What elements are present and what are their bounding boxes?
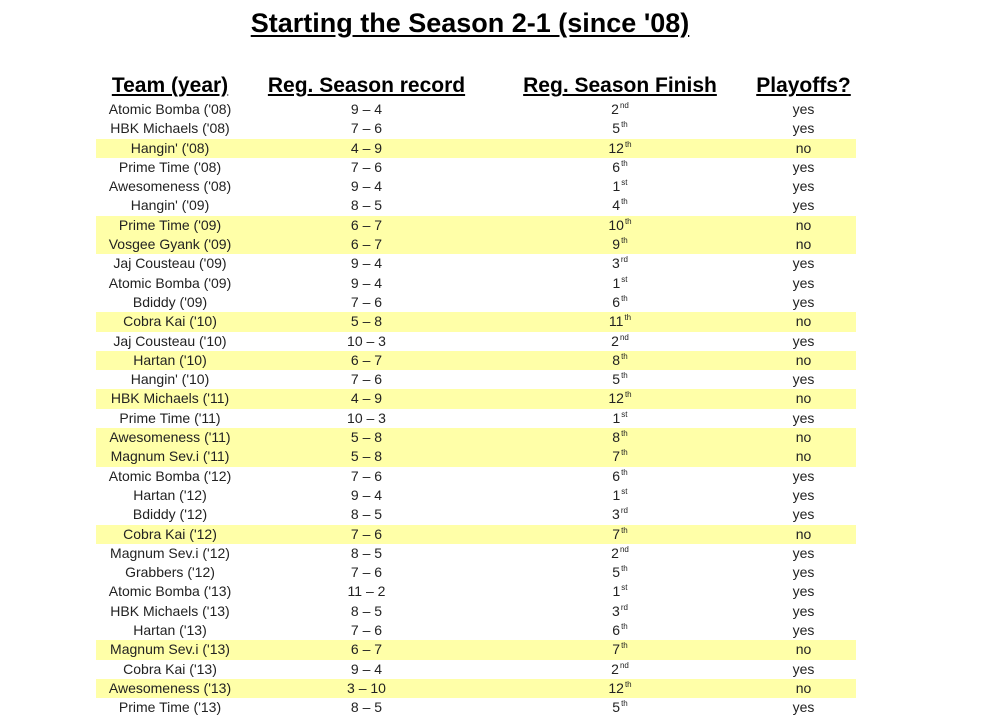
team-cell: HBK Michaels ('13) [110,602,230,619]
playoffs-cell: yes [792,371,815,388]
finish-cell [489,640,751,659]
finish-number: 2 [611,544,619,561]
finish-cell [489,216,751,235]
table-row [96,525,856,544]
finish-suffix: rd [620,506,628,516]
finish-suffix: st [621,583,628,593]
finish-suffix: st [621,409,628,419]
playoffs-cell: yes [792,120,815,137]
playoffs-cell: no [795,448,812,465]
table-row [96,235,856,254]
header-record: Reg. Season record [267,74,466,97]
playoffs-cell: yes [792,178,815,195]
table-row [96,216,856,235]
finish-suffix: th [624,139,632,149]
table-row [96,312,856,331]
header-playoffs: Playoffs? [756,74,851,97]
finish-suffix: rd [620,602,628,612]
table-row [96,582,856,601]
record-cell: 6 – 7 [350,236,383,253]
table-row [96,660,856,679]
table-row [96,119,856,138]
playoffs-cell: no [795,390,812,407]
playoffs-cell: yes [792,486,815,503]
record-cell: 6 – 7 [350,351,383,368]
finish-number: 6 [612,622,621,639]
finish-suffix: th [621,293,628,303]
record-cell: 8 – 5 [350,197,383,214]
finish-suffix: th [621,236,628,246]
team-cell: Atomic Bomba ('12) [108,467,232,484]
finish-suffix: th [624,390,632,400]
finish-suffix: th [621,120,628,130]
finish-suffix: th [624,313,632,323]
finish-cell [489,196,751,215]
finish-number: 6 [612,293,621,310]
record-cell: 5 – 8 [350,429,383,446]
finish-suffix: nd [619,660,629,670]
team-cell: Awesomeness ('11) [109,429,231,446]
team-cell: Jaj Cousteau ('09) [113,255,227,272]
finish-cell [489,698,751,717]
finish-number: 7 [612,448,621,465]
finish-suffix: nd [619,101,629,110]
record-cell: 9 – 4 [350,101,383,117]
finish-number: 5 [612,120,621,137]
playoffs-cell: yes [792,583,815,600]
table-row [96,196,856,215]
team-cell: Hangin' ('10) [130,371,210,388]
team-cell: Atomic Bomba ('09) [108,274,232,291]
finish-suffix: st [621,274,628,284]
table-row [96,447,856,466]
record-cell: 4 – 9 [350,139,383,156]
playoffs-cell: no [795,351,812,368]
table-row [96,679,856,698]
table-header [96,72,856,98]
record-cell: 9 – 4 [350,255,383,272]
finish-suffix: th [621,371,628,381]
playoffs-cell: yes [792,699,815,716]
playoffs-cell: no [795,679,812,696]
table-row [96,332,856,351]
team-cell: Magnum Sev.i ('13) [110,641,230,658]
team-cell: Hartan ('10) [133,351,207,368]
finish-cell [489,274,751,293]
finish-cell [489,428,751,447]
finish-number: 5 [612,699,621,716]
record-cell: 7 – 6 [350,371,383,388]
team-cell: Prime Time ('08) [118,158,222,175]
finish-suffix: st [621,486,628,496]
team-cell: HBK Michaels ('11) [110,390,230,407]
record-cell: 8 – 5 [350,602,383,619]
finish-cell [489,312,751,331]
record-cell: 9 – 4 [350,660,383,677]
finish-number: 1 [612,409,621,426]
finish-suffix: nd [619,332,629,342]
finish-suffix: th [621,197,628,207]
record-cell: 6 – 7 [350,216,383,233]
finish-number: 4 [612,197,621,214]
team-cell: Prime Time ('09) [118,216,222,233]
finish-cell [489,409,751,428]
finish-number: 12 [608,139,624,156]
table-row [96,100,856,119]
table-row [96,563,856,582]
team-cell: Cobra Kai ('12) [123,525,217,542]
finish-cell [489,505,751,524]
record-cell: 7 – 6 [350,622,383,639]
finish-number: 7 [612,641,621,658]
finish-cell [489,332,751,351]
finish-number: 3 [612,506,620,523]
finish-cell [489,351,751,370]
playoffs-cell: yes [792,274,815,291]
playoffs-cell: yes [792,293,815,310]
playoffs-cell: yes [792,564,815,581]
table-row [96,177,856,196]
finish-number: 1 [612,486,621,503]
finish-number: 11 [608,313,624,330]
finish-number: 7 [612,525,621,542]
finish-cell [489,158,751,177]
finish-cell [489,582,751,601]
playoffs-cell: yes [792,158,815,175]
finish-cell [489,370,751,389]
finish-cell [489,602,751,621]
record-cell: 8 – 5 [350,506,383,523]
team-cell: Jaj Cousteau ('10) [113,332,227,349]
team-cell: Hangin' ('09) [130,197,210,214]
finish-number: 5 [612,564,621,581]
finish-cell [489,621,751,640]
finish-suffix: nd [619,544,629,554]
playoffs-cell: no [795,641,812,658]
finish-cell [489,235,751,254]
table-row [96,139,856,158]
team-cell: Prime Time ('13) [118,699,222,716]
record-cell: 9 – 4 [350,274,383,291]
team-cell: Awesomeness ('08) [108,178,232,195]
table-body [96,100,856,718]
finish-number: 10 [608,216,624,233]
finish-number: 9 [612,236,621,253]
playoffs-cell: yes [792,332,815,349]
finish-number: 3 [612,255,620,272]
team-cell: Grabbers ('12) [125,564,215,581]
table-row [96,293,856,312]
record-cell: 7 – 6 [350,467,383,484]
playoffs-cell: no [795,236,812,253]
finish-cell [489,293,751,312]
finish-number: 1 [612,274,621,291]
finish-suffix: th [621,429,628,439]
finish-number: 12 [608,679,624,696]
record-cell: 10 – 3 [347,332,386,349]
record-cell: 7 – 6 [350,564,383,581]
finish-suffix: th [621,158,628,168]
table-row [96,351,856,370]
finish-suffix: th [621,622,628,632]
record-cell: 7 – 6 [350,158,383,175]
record-cell: 11 – 2 [347,583,386,600]
finish-number: 2 [611,101,619,117]
table-row [96,544,856,563]
team-cell: Atomic Bomba ('13) [108,583,232,600]
header-team: Team (year) [111,74,229,97]
finish-cell [489,447,751,466]
playoffs-cell: no [795,139,812,156]
finish-cell [489,254,751,273]
team-cell: Cobra Kai ('13) [123,660,217,677]
team-cell: Bdiddy ('12) [132,506,208,523]
playoffs-cell: no [795,216,812,233]
team-cell: Cobra Kai ('10) [123,313,217,330]
finish-suffix: th [621,351,628,361]
table-row [96,428,856,447]
team-cell: Prime Time ('11) [119,409,221,426]
table-row [96,486,856,505]
table-row [96,640,856,659]
playoffs-cell: no [795,429,812,446]
playoffs-cell: yes [792,255,815,272]
team-cell: Bdiddy ('09) [132,293,208,310]
playoffs-cell: no [795,525,812,542]
header-finish: Reg. Season Finish [523,74,717,97]
finish-number: 6 [612,158,621,175]
finish-number: 8 [612,351,621,368]
team-cell: Hangin' ('08) [130,139,210,156]
record-cell: 8 – 5 [350,699,383,716]
record-cell: 7 – 6 [350,293,383,310]
finish-cell [489,100,751,119]
finish-cell [489,177,751,196]
finish-number: 8 [612,429,621,446]
finish-suffix: th [621,525,628,535]
record-cell: 9 – 4 [350,178,383,195]
team-cell: Magnum Sev.i ('12) [110,544,230,561]
table-row [96,409,856,428]
record-cell: 5 – 8 [350,448,383,465]
playoffs-cell: yes [792,622,815,639]
table-row [96,389,856,408]
finish-suffix: th [621,467,628,477]
finish-cell [489,389,751,408]
record-cell: 9 – 4 [350,486,383,503]
table-row [96,602,856,621]
record-cell: 4 – 9 [350,390,383,407]
finish-number: 1 [612,178,621,195]
playoffs-cell: no [795,313,812,330]
playoffs-cell: yes [792,101,815,117]
record-cell: 10 – 3 [347,409,386,426]
finish-suffix: rd [620,255,628,265]
team-cell: Magnum Sev.i ('11) [110,448,230,465]
team-cell: HBK Michaels ('08) [110,120,230,137]
finish-suffix: th [624,679,632,689]
record-cell: 7 – 6 [350,525,383,542]
finish-suffix: th [621,699,628,709]
table-row [96,467,856,486]
finish-cell [489,139,751,158]
table-row [96,254,856,273]
team-cell: Vosgee Gyank ('09) [108,236,232,253]
table-row [96,158,856,177]
finish-number: 2 [611,660,619,677]
finish-cell [489,563,751,582]
finish-number: 5 [612,371,621,388]
playoffs-cell: yes [792,602,815,619]
finish-number: 2 [611,332,619,349]
playoffs-cell: yes [792,506,815,523]
finish-cell [489,525,751,544]
table-row [96,274,856,293]
finish-number: 6 [612,467,621,484]
page-title: Starting the Season 2-1 (since '08) [250,8,690,38]
finish-cell [489,679,751,698]
team-cell: Atomic Bomba ('08) [108,101,232,117]
playoffs-cell: yes [792,544,815,561]
record-cell: 6 – 7 [350,641,383,658]
table-row [96,505,856,524]
finish-cell [489,467,751,486]
team-cell: Hartan ('12) [133,486,207,503]
team-cell: Hartan ('13) [133,622,207,639]
finish-suffix: th [621,564,628,574]
table-row [96,621,856,640]
finish-number: 1 [612,583,621,600]
record-cell: 7 – 6 [350,120,383,137]
finish-suffix: th [624,216,632,226]
team-cell: Awesomeness ('13) [108,679,232,696]
record-cell: 5 – 8 [350,313,383,330]
finish-cell [489,660,751,679]
finish-cell [489,544,751,563]
season-table [96,72,856,718]
playoffs-cell: yes [792,409,815,426]
finish-suffix: th [621,641,628,651]
playoffs-cell: yes [792,467,815,484]
table-row [96,370,856,389]
finish-number: 3 [612,602,620,619]
finish-number: 12 [608,390,624,407]
record-cell: 8 – 5 [350,544,383,561]
playoffs-cell: yes [792,660,815,677]
finish-suffix: th [621,448,628,458]
playoffs-cell: yes [792,197,815,214]
finish-cell [489,486,751,505]
finish-cell [489,119,751,138]
table-row [96,698,856,717]
finish-suffix: st [621,178,628,188]
record-cell: 3 – 10 [347,679,386,696]
